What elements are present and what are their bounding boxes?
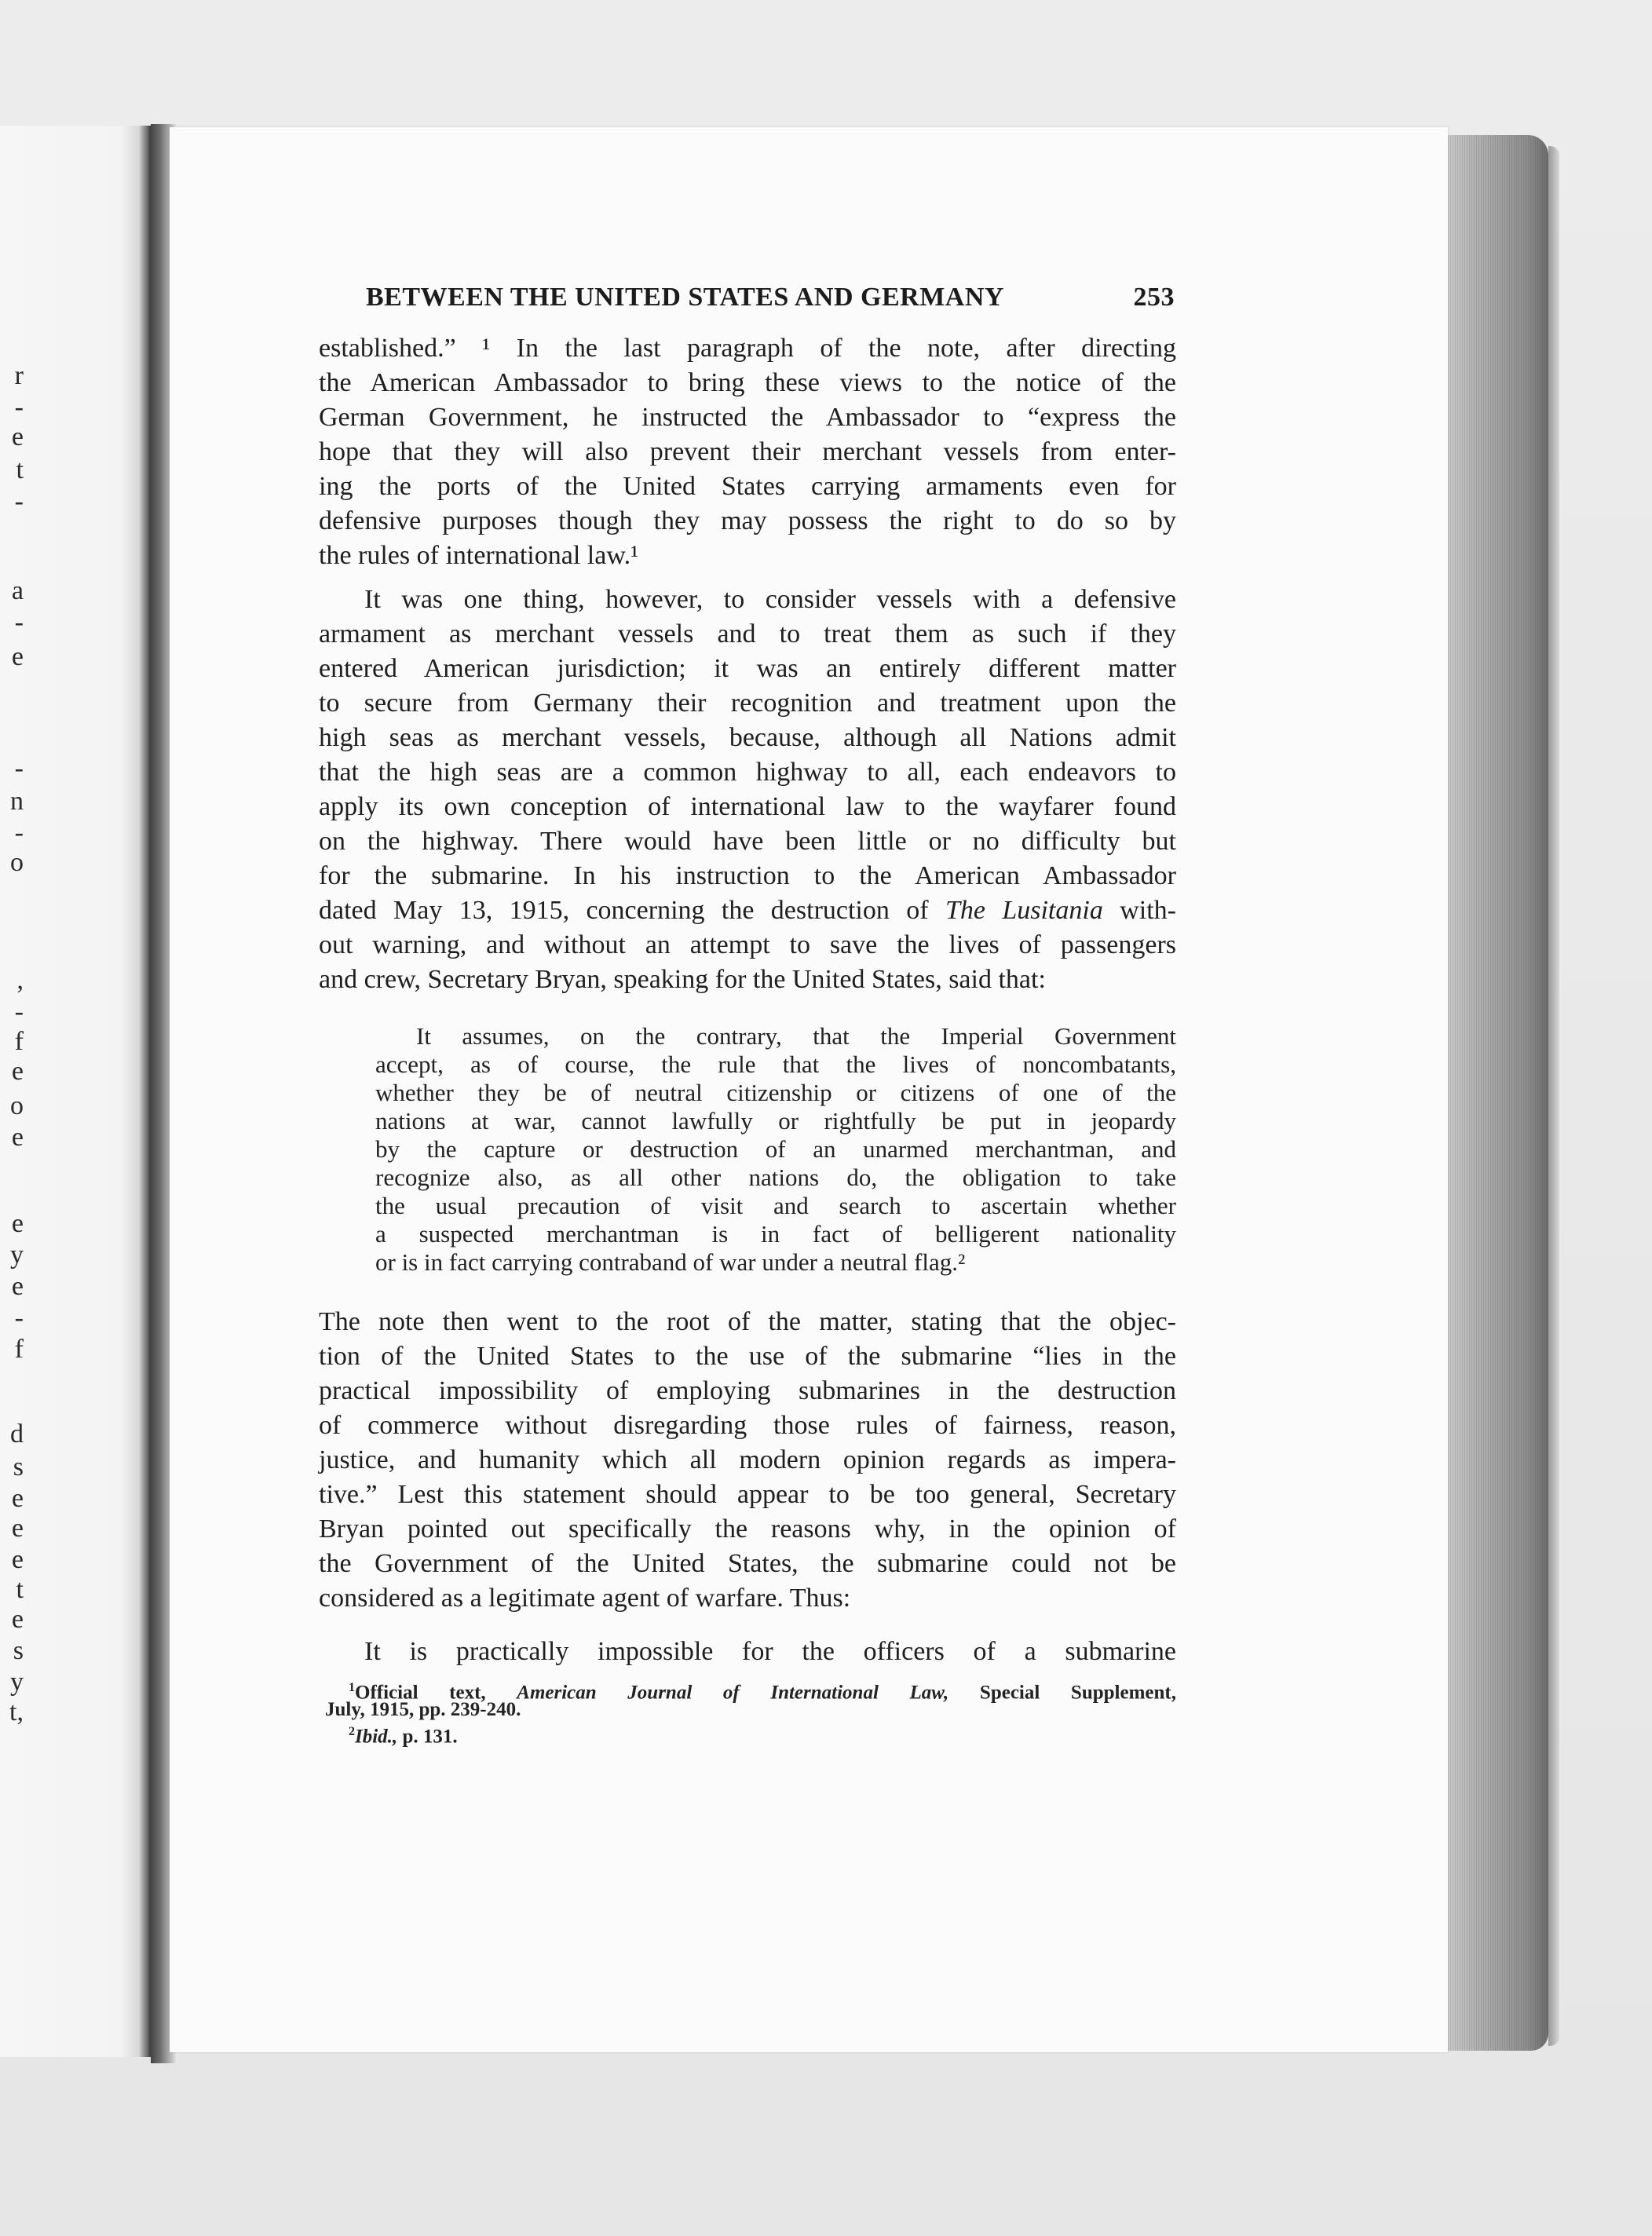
text-line-with-italic [319,895,1176,926]
left-page-edge-char: o [10,1091,24,1120]
left-page-edge-char: e [11,1514,24,1543]
quote-line: accept, as of course, the rule that the lives of noncombatants, [375,1050,1176,1078]
text-line: German Government, he instructed the Ambassador to “express the [319,403,1176,432]
text-segment: with- [1102,896,1176,925]
text-line: out warning, and without an attempt to save the lives of passengers [319,930,1176,959]
left-page-edge-char: - [14,818,24,847]
page-number: 253 [1133,283,1175,312]
text-line: ing the ports of the United States carrying armaments even for [319,472,1176,501]
left-page-edge-char: n [10,787,24,816]
quote-line: the usual precaution of visit and search to ascertain whether [375,1192,1176,1219]
text-line: practical impossibility of employing submarines in the destruction [319,1376,1176,1405]
left-page-edge-char: o [10,848,24,877]
left-page-edge-char: t [16,1575,24,1604]
quote-line: It is practically impossible for the officers of a submarine [364,1637,1176,1666]
footnote-2 [349,1721,1176,1748]
text-line: The note then went to the root of the matter, stating that the objec- [319,1307,1176,1336]
footnote-marker: 2 [349,1725,355,1738]
left-page-edge-char: f [14,1027,24,1056]
left-page-edge-char: - [14,1303,24,1332]
text-line: It was one thing, however, to consider vessels with a defensive [364,585,1176,614]
left-page-edge-char: e [11,1209,24,1238]
text-line: the Government of the United States, the submarine could not be [319,1549,1176,1578]
text-line: Bryan pointed out specifically the reasons why, in the opinion of [319,1514,1176,1544]
text-segment: p. 131. [397,1726,458,1748]
running-head-title: BETWEEN THE UNITED STATES AND GERMANY [366,283,1004,312]
text-segment: Special Supplement, [948,1682,1176,1704]
left-page-edge-char: t [16,455,24,484]
text-line: established.” ¹ In the last paragraph of the note, after directing [319,334,1176,363]
text-line: apply its own conception of international law to the wayfarer found [319,792,1176,821]
text-line: that the high seas are a common highway to all, each endeavors to [319,758,1176,787]
text-line: tion of the United States to the use of the submarine “lies in the [319,1342,1176,1371]
quote-line: whether they be of neutral citizenship or citizens of one of the [375,1079,1176,1106]
text-line: the rules of international law.¹ [319,541,639,570]
left-page-edge-char: a [11,576,24,605]
text-line: for the submarine. In his instruction to the American Ambassador [319,861,1176,890]
left-page-edge-char: r [14,361,24,390]
left-page-edge-char: s [13,1636,24,1665]
left-page-edge-char: d [10,1419,24,1449]
left-page-edge-char: f [14,1335,24,1364]
text-segment: dated May 13, 1915, concerning the destruction of [319,896,945,925]
quote-line: It assumes, on the contrary, that the Imperial Government [416,1022,1176,1050]
left-page-edge-char: - [14,997,24,1026]
journal-title-italic: American Journal of International Law, [517,1682,949,1704]
left-page-edge-char: t, [9,1697,24,1726]
text-line: defensive purposes though they may possess the right to do so by [319,506,1176,535]
text-segment: Official text, [355,1682,517,1704]
text-line: high seas as merchant vessels, because, although all Nations admit [319,723,1176,752]
left-page-edge-char: e [11,1123,24,1152]
left-page-edge-char: - [14,608,24,637]
quote-line: a suspected merchantman is in fact of belligerent nationality [375,1220,1176,1248]
left-page-edge-char: s [13,1452,24,1482]
left-page-edge-char: - [14,754,24,783]
text-line: armament as merchant vessels and to treat them as such if they [319,619,1176,649]
footnote-marker: 1 [349,1681,355,1694]
quote-line: by the capture or destruction of an unarmed merchantman, and [375,1135,1176,1163]
left-page-edge-char: e [11,1605,24,1634]
page-edges-shadow [1548,146,1559,2046]
left-page-edge-char: - [14,393,24,422]
page-edges [1448,135,1548,2051]
left-page-edge-char: e [11,1272,24,1301]
quote-line: recognize also, as all other nations do, the obligation to take [375,1164,1176,1191]
quote-line: or is in fact carrying contraband of war under a neutral flag.² [375,1248,966,1276]
ibid-italic: Ibid., [355,1726,398,1748]
footnote-1-continued: July, 1915, pp. 239-240. [325,1699,521,1720]
text-line: the American Ambassador to bring these views to the notice of the [319,368,1176,397]
text-line: and crew, Secretary Bryan, speaking for the United States, said that: [319,965,1046,994]
text-line: of commerce without disregarding those rules of fairness, reason, [319,1411,1176,1440]
left-page-edge-char: e [11,642,24,671]
left-page-edge-char: y [10,1668,24,1697]
left-page-edge-char: e [11,1484,24,1513]
text-line: considered as a legitimate agent of warfare. Thus: [319,1584,851,1613]
quote-line: nations at war, cannot lawfully or rightfully be put in jeopardy [375,1107,1176,1134]
text-line: justice, and humanity which all modern opinion regards as impera- [319,1445,1176,1474]
text-line: hope that they will also prevent their merchant vessels from enter- [319,437,1176,466]
left-page-edge-char: - [14,487,24,516]
left-page-edge-char: , [16,966,24,995]
left-page-edge-char: e [11,1545,24,1574]
text-line: entered American jurisdiction; it was an entirely different matter [319,654,1176,683]
text-line: tive.” Lest this statement should appear to be too general, Secretary [319,1480,1176,1509]
text-line: to secure from Germany their recognition and treatment upon the [319,689,1176,718]
left-page-edge-char: y [10,1240,24,1270]
left-page-edge-char: e [11,422,24,451]
left-page-edge-char: e [11,1057,24,1086]
text-line: on the highway. There would have been little or no difficulty but [319,827,1176,856]
ship-name-italic: The Lusitania [945,896,1103,925]
